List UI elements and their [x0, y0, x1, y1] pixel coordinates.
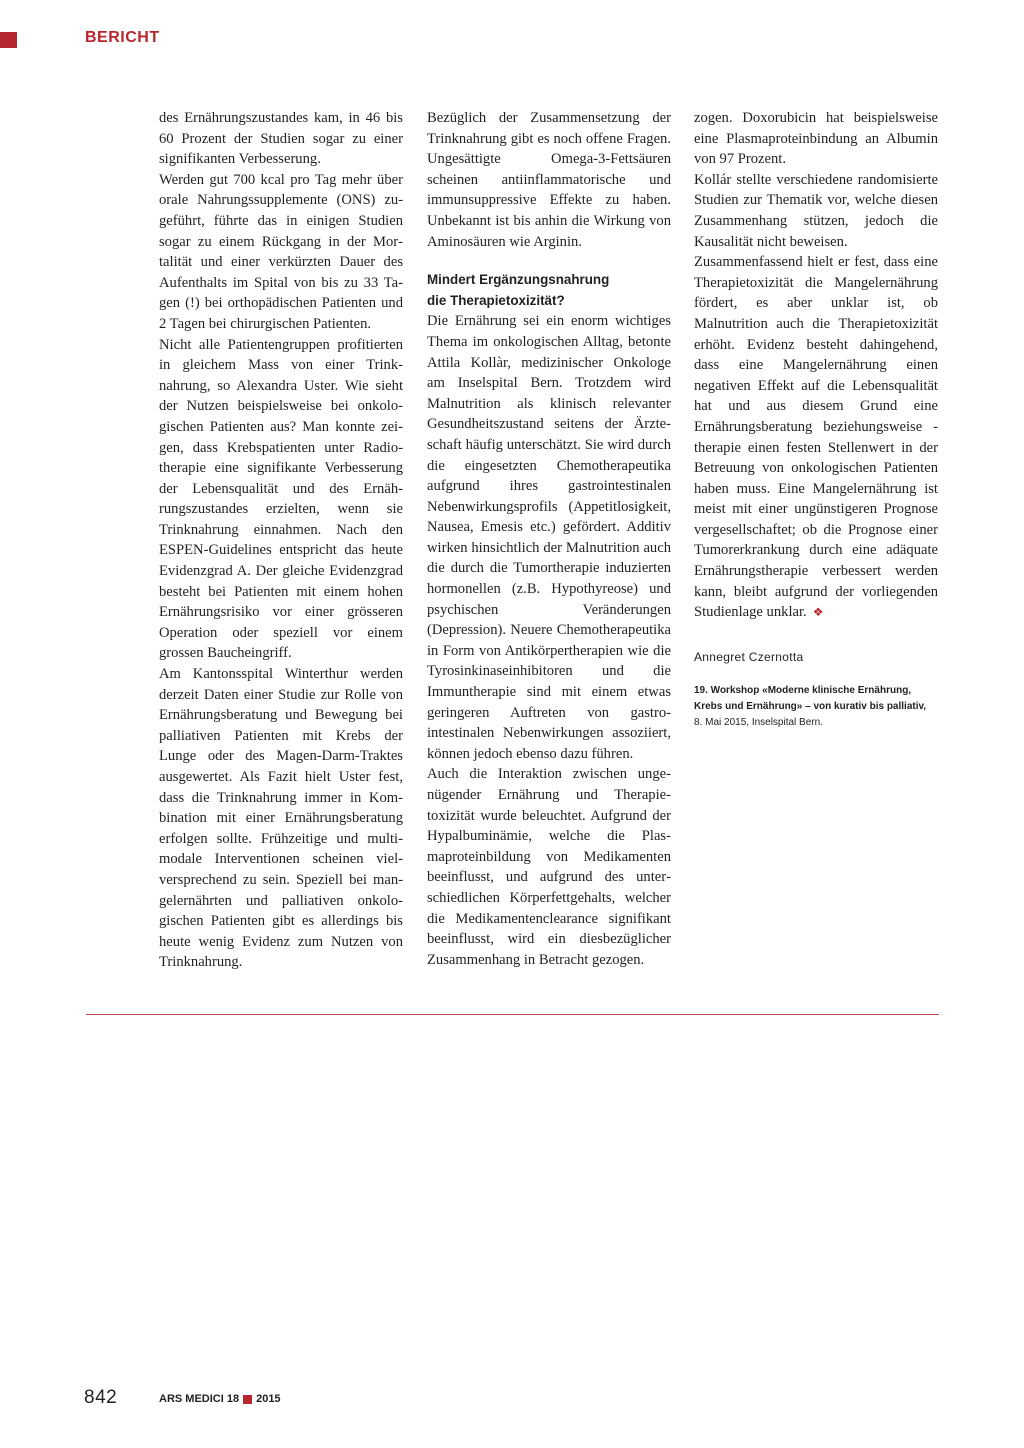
section-marker — [0, 32, 17, 48]
section-label: BERICHT — [85, 29, 160, 46]
paragraph: Die Ernährung sei ein enorm wichtiges Thema im onkologischen Alltag, betonte Attila Kollàr, medizinischer Onkologe am Inselspital Bern. Trotzdem wird Malnutrition als klinisch relevanter Gesundheitszustand seitens der Ärzteschaft häufig unterschätzt. Sie wird durch die eingesetzten Chemotherapeutika aufgrund ihres gastrointestinalen Nebenwirkungsprofils (Appetitlosigkeit, Nausea, Emesis etc.) gefördert. Additiv wirken hinsichtlich der Malnutrition auch die durch die Tumortherapie induzierten hormonellen (z.B. Hypothyreose) und psychischen Veränderungen (Depression). Neuere Chemotherapeutika in Form von Antikörpertherapien wie die Tyrosinkinaseinhibitoren und die Immuntherapie sind mit einem etwas geringeren Auftreten von gastrointestinalen Nebenwirkungen assoziiert, können jedoch ebenso dazu führen. — [427, 313, 671, 762]
journal-footer — [159, 1393, 281, 1405]
paragraph: zogen. Doxorubicin hat beispielsweise eine Plasmaproteinbindung an Albumin von 97 Prozent. — [694, 110, 938, 168]
event-details: 8. Mai 2015, Inselspital Bern. — [694, 716, 823, 728]
end-of-article-icon: ❖ — [812, 605, 824, 620]
event-info — [694, 683, 938, 731]
paragraph: Nicht alle Patientengruppen profitierten in gleichem Mass von einer Trinknahrung, so Alexandra Uster. Wie sieht der Nutzen beispielsweise bei onkologischen Patienten aus? Man konnte zeigen, dass Krebspatienten unter Radiotherapie eine signifikante Verbesserung der Lebensqualität und des Ernährungszustandes erzielten, wenn sie Trinknahrung einnahmen. Nach den ESPEN-Guidelines entspricht das heute Evidenzgrad A. Der gleiche Evidenzgrad besteht bei Patienten mit einem hohen Ernährungsrisiko vor einer grösseren Operation oder speziell vor einem grossen Baucheingriff. — [159, 336, 403, 662]
paragraph: Auch die Interaktion zwischen ungenügender Ernährung und Therapietoxizität wurde beleuchtet. Aufgrund der Hypalbuminämie, welche die Plasmaproteinbildung von Medikamenten beeinflusst, und aufgrund des unterschiedlichen Körperfettgehalts, welcher die Medikamentenclearance signifikant beeinflusst, wird ein diesbezüglicher Zusammenhang in Betracht gezogen. — [427, 766, 671, 968]
paragraph: Bezüglich der Zusammensetzung der Trinknahrung gibt es noch offene Fragen. Ungesättigte Omega-3-Fettsäuren scheinen antiinflammatorische und immunsuppressive Effekte zu haben. Unbekannt ist bis anhin die Wirkung von Aminosäuren wie Arginin. — [427, 110, 671, 250]
subheading-line: Mindert Ergänzungsnahrung — [427, 272, 610, 288]
journal-year: 2015 — [256, 1393, 281, 1405]
divider-line — [86, 1014, 939, 1015]
paragraph: des Ernährungszustandes kam, in 46 bis 60 Prozent der Studien sogar zu einer signifikanten Verbesserung. — [159, 110, 403, 168]
text-column-2 — [427, 108, 671, 968]
subheading-line: die Therapietoxizität? — [427, 292, 565, 308]
square-separator-icon — [243, 1395, 252, 1404]
text-column-3 — [694, 108, 938, 731]
event-title-line: Krebs und Ernährung» – von kurativ bis palliativ, — [694, 700, 927, 712]
event-title-line: 19. Workshop «Moderne klinische Ernährung, — [694, 684, 912, 696]
paragraph: Werden gut 700 kcal pro Tag mehr über orale Nahrungssupplemente (ONS) zugeführt, führte das in einigen Studien sogar zu einem Rückgang in der Mortalität und einer verkürzten Dauer des Aufenthalts im Spital von bis zu 33 Tagen (!) bei orthopädischen Patienten und 2 Tagen bei chirurgischen Patienten. — [159, 171, 403, 332]
page-number: 842 — [84, 1387, 118, 1408]
paragraph: Kollár stellte verschiedene randomisierte Studien zur Thematik vor, welche diesen Zusammenhang stützen, jedoch die Kausalität nicht beweisen. — [694, 171, 938, 250]
subheading — [427, 270, 671, 311]
journal-name: ARS MEDICI 18 — [159, 1393, 240, 1405]
text-column-1 — [159, 108, 403, 973]
author-name: Annegret Czernotta — [694, 649, 804, 664]
paragraph-text: Zusammenfassend hielt er fest, dass eine Therapietoxizität die Mangelernährung fördert, es aber unklar ist, ob Malnutrition auch die Therapietoxizität erhöht. Evidenz besteht dahingehend, dass eine Mangelernährung einen negativen Effekt auf die Lebensqualität hat und aus diesem Grund eine Ernährungsberatung beziehungsweise -therapie einen festen Stellenwert in der Betreuung von onkologischen Patienten haben muss. Eine Mangelernährung ist meist mit einer ungünstigeren Prognose vergesellschaftet; ob die Prognose einer Tumorerkrankung durch eine adäquate Ernährungstherapie verbessert werden kann, bleibt aufgrund der vorliegenden Studienlage unklar. — [694, 254, 938, 621]
paragraph: Am Kantonsspital Winterthur werden derzeit Daten einer Studie zur Rolle von Ernährungsberatung und Bewegung bei palliativen Patienten mit Krebs der Lunge oder des Magen-Darm-Traktes ausgewertet. Als Fazit hielt Uster fest, dass die Trinknahrung immer in Kombination mit einer Ernährungsberatung erfolgen sollte. Frühzeitige und multimodale Interventionen scheinen vielversprechend zu sein. Speziell bei mangelernährten und palliativen onkologischen Patienten gibt es allerdings bis heute wenig Evidenz zum Nutzen von Trinknahrung. — [159, 666, 403, 971]
paragraph — [694, 252, 938, 623]
